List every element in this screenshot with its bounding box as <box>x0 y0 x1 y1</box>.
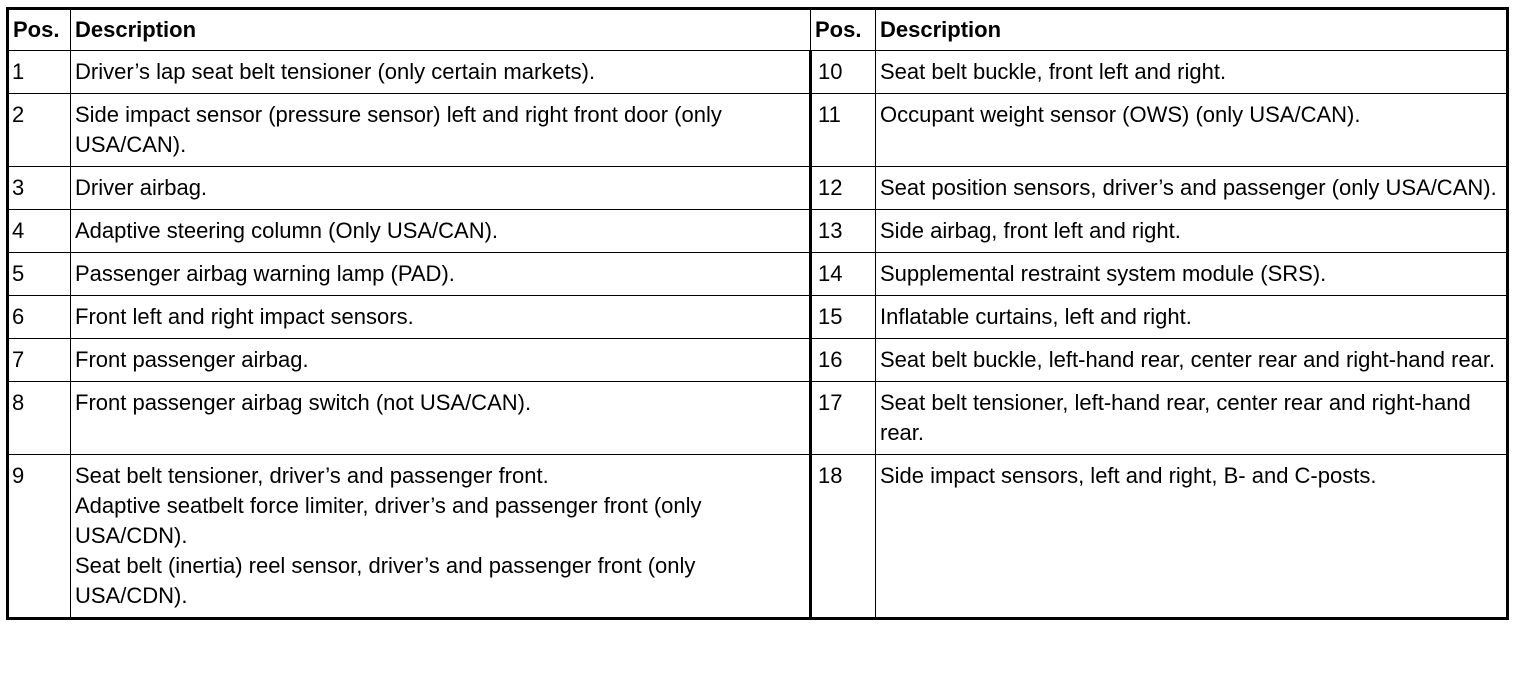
pos-cell: 12 <box>811 167 876 210</box>
pos-cell: 11 <box>811 94 876 167</box>
pos-cell: 14 <box>811 253 876 296</box>
table-row <box>8 339 1508 382</box>
description-cell <box>71 455 811 619</box>
table-row <box>8 167 1508 210</box>
pos-cell: 4 <box>8 210 71 253</box>
description-line: Seat position sensors, driver’s and passenger (only USA/CAN). <box>880 175 1497 200</box>
description-cell <box>71 339 811 382</box>
description-line: Driver’s lap seat belt tensioner (only certain markets). <box>75 59 596 84</box>
description-cell <box>71 253 811 296</box>
header-description-right: Description <box>876 9 1508 51</box>
description-cell <box>876 253 1508 296</box>
description-cell <box>71 382 811 455</box>
description-cell <box>876 51 1508 94</box>
description-line: Side impact sensors, left and right, B- and C-posts. <box>880 463 1377 488</box>
description-line: Passenger airbag warning lamp (PAD). <box>75 261 455 286</box>
description-line: Seat belt (inertia) reel sensor, driver’s and passenger front (only USA/CDN). <box>75 553 696 608</box>
table-row <box>8 94 1508 167</box>
description-line: Front left and right impact sensors. <box>75 304 414 329</box>
description-line: Adaptive steering column (Only USA/CAN). <box>75 218 499 243</box>
table-row <box>8 253 1508 296</box>
description-line: Side impact sensor (pressure sensor) left and right front door (only USA/CAN). <box>75 102 722 157</box>
pos-cell: 13 <box>811 210 876 253</box>
header-pos-right: Pos. <box>811 9 876 51</box>
description-line: Seat belt buckle, front left and right. <box>880 59 1227 84</box>
description-line: Front passenger airbag. <box>75 347 309 372</box>
table-row <box>8 382 1508 455</box>
pos-cell: 16 <box>811 339 876 382</box>
description-cell <box>876 167 1508 210</box>
pos-cell: 7 <box>8 339 71 382</box>
table-row <box>8 210 1508 253</box>
description-cell <box>876 382 1508 455</box>
component-legend <box>6 7 1509 620</box>
header-pos-left: Pos. <box>8 9 71 51</box>
description-cell <box>876 296 1508 339</box>
description-line: Inflatable curtains, left and right. <box>880 304 1192 329</box>
description-line: Occupant weight sensor (OWS) (only USA/CAN). <box>880 102 1361 127</box>
description-cell <box>876 339 1508 382</box>
description-line: Adaptive seatbelt force limiter, driver’s and passenger front (only USA/CDN). <box>75 493 702 548</box>
description-line: Seat belt tensioner, driver’s and passenger front. <box>75 463 549 488</box>
pos-cell: 15 <box>811 296 876 339</box>
description-line: Front passenger airbag switch (not USA/CAN). <box>75 390 532 415</box>
pos-cell: 18 <box>811 455 876 619</box>
description-cell <box>876 94 1508 167</box>
description-cell <box>71 94 811 167</box>
pos-cell: 17 <box>811 382 876 455</box>
description-line: Seat belt buckle, left-hand rear, center rear and right-hand rear. <box>880 347 1496 372</box>
description-line: Driver airbag. <box>75 175 208 200</box>
description-cell <box>71 51 811 94</box>
pos-cell: 6 <box>8 296 71 339</box>
description-line: Seat belt tensioner, left-hand rear, center rear and right-hand rear. <box>880 390 1471 445</box>
pos-cell: 8 <box>8 382 71 455</box>
description-cell <box>876 455 1508 619</box>
component-legend-table <box>6 7 1509 620</box>
description-cell <box>71 296 811 339</box>
description-cell <box>71 167 811 210</box>
table-row <box>8 455 1508 619</box>
description-line: Supplemental restraint system module (SRS). <box>880 261 1327 286</box>
pos-cell: 1 <box>8 51 71 94</box>
header-row <box>8 9 1508 51</box>
pos-cell: 10 <box>811 51 876 94</box>
pos-cell: 5 <box>8 253 71 296</box>
pos-cell: 3 <box>8 167 71 210</box>
description-cell <box>71 210 811 253</box>
description-cell <box>876 210 1508 253</box>
table-row <box>8 51 1508 94</box>
table-row <box>8 296 1508 339</box>
header-description-left: Description <box>71 9 811 51</box>
pos-cell: 2 <box>8 94 71 167</box>
description-line: Side airbag, front left and right. <box>880 218 1181 243</box>
pos-cell: 9 <box>8 455 71 619</box>
